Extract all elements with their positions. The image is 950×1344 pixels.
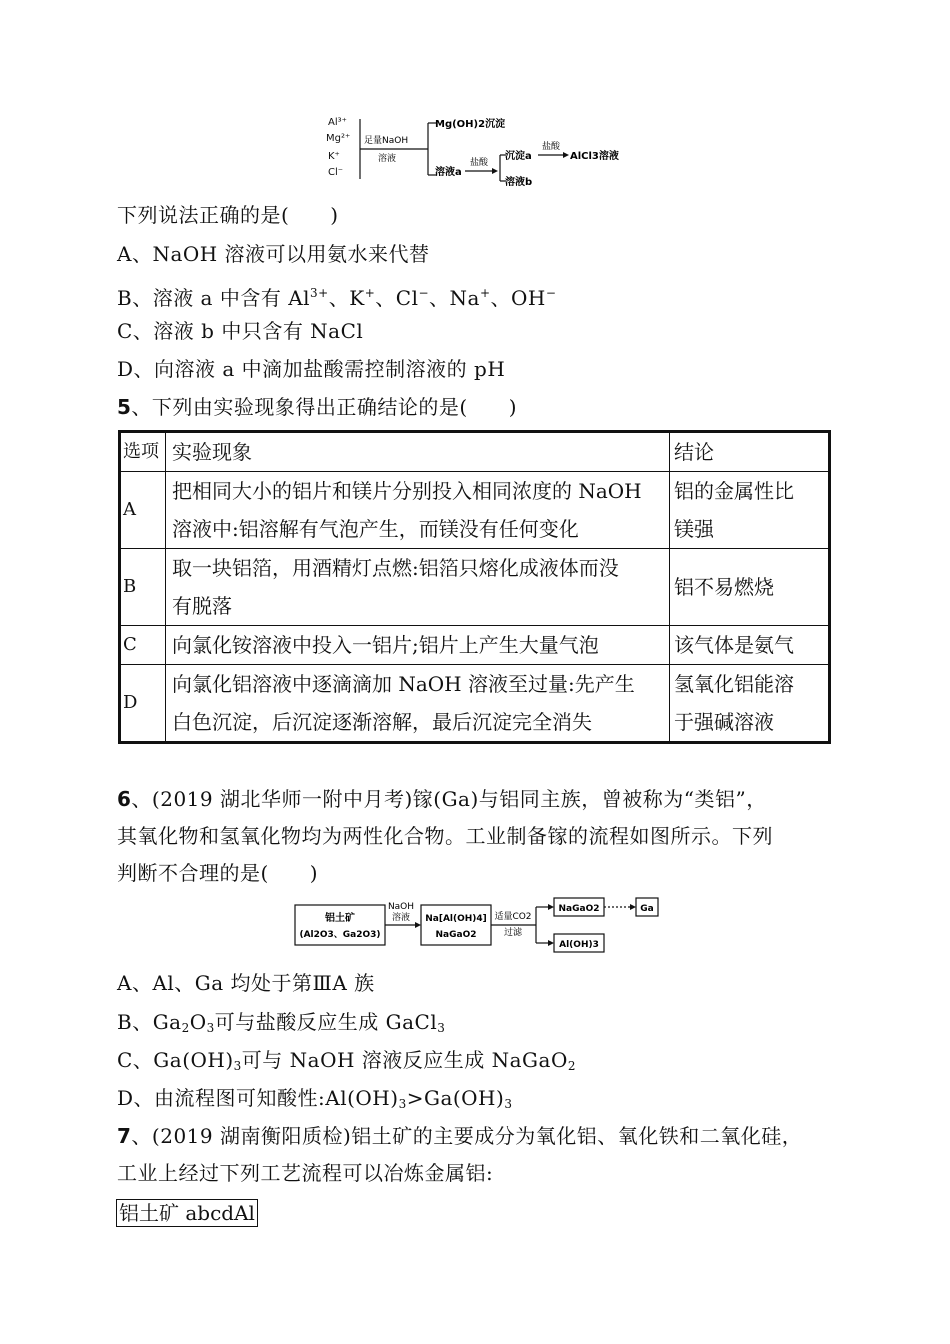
q6-stem-line3: 判断不合理的是( ) [117, 861, 319, 885]
row-phenomenon: 取一块铝箔，用酒精灯点燃:铝箔只熔化成液体而没 有脱落 [166, 549, 670, 626]
header-option: 选项 [120, 432, 166, 472]
box3: NaGaO2 [558, 904, 600, 914]
q4-prompt: 下列说法正确的是( ) [117, 203, 339, 227]
row-conclusion: 该气体是氨气 [670, 626, 830, 665]
acid2-label: 盐酸 [542, 142, 561, 152]
arrow1-bottom: 溶液 [391, 913, 411, 923]
row-option: C [120, 626, 166, 665]
arrow1-top: NaOH [387, 902, 415, 912]
branch-top: Mg(OH)2沉淀 [435, 119, 506, 130]
reagent-top: 足量NaOH [364, 136, 409, 146]
row-phenomenon: 把相同大小的铝片和镁片分别投入相同浓度的 NaOH 溶液中:铝溶解有气泡产生，而镁没有任何变化 [166, 472, 670, 549]
arrow2-bottom: 过滤 [503, 928, 523, 938]
q7-flow-box: 铝土矿 abcdAl [116, 1199, 258, 1227]
table-row[interactable] [120, 472, 830, 549]
branch-bottom: 溶液a [435, 167, 462, 178]
q6-option-d[interactable]: D、由流程图可知酸性$:Al(OH)_3>Ga(OH)_3$ [117, 1086, 513, 1111]
box4: Ga [640, 904, 654, 914]
q4-option-d[interactable]: D、向溶液 a 中滴加盐酸需控制溶液的 pH [117, 357, 506, 381]
q4-option-c[interactable]: C、溶液 b 中只含有 NaCl [117, 319, 364, 343]
table-header-row [120, 432, 830, 472]
q4-option-a[interactable]: A、NaOH 溶液可以用氨水来代替 [117, 242, 430, 266]
reagent-bottom: 溶液 [378, 154, 397, 164]
q5-table [118, 430, 831, 744]
box1-line2: (Al2O3、Ga2O3) [299, 930, 381, 940]
row-conclusion: 铝的金属性比 镁强 [670, 472, 830, 549]
q6-stem-line2: 其氧化物和氢氧化物均为两性化合物。工业制备镓的流程如图所示。下列 [117, 824, 773, 848]
q4-option-b[interactable]: B、溶液 a 中含有 $Al^{3+}$、K+、Cl−、Na+、OH− [117, 286, 557, 310]
q6-option-a[interactable]: A、Al、Ga 均处于第ⅢA 族 [117, 971, 375, 995]
table-row[interactable] [120, 626, 830, 665]
q6-option-b[interactable]: B、$Ga_2O_3$可与盐酸反应生成 GaCl$_3$ [117, 1010, 446, 1035]
precipitate-a: 沉淀a [505, 151, 532, 162]
box2-line1: Na[Al(OH)4] [425, 914, 487, 924]
table-row[interactable] [120, 665, 830, 743]
ion-cl: Cl⁻ [328, 167, 344, 178]
ion-al: Al³⁺ [328, 117, 347, 128]
header-conclusion: 结论 [670, 432, 830, 472]
box2-line2: NaGaO2 [435, 930, 477, 940]
q6-option-c[interactable]: C、$Ga(OH)_3$可与 NaOH 溶液反应生成 NaGaO$_2$ [117, 1048, 576, 1073]
header-phenomenon: 实验现象 [166, 432, 670, 472]
box5: Al(OH)3 [559, 940, 599, 950]
row-phenomenon: 向氯化铝溶液中逐滴滴加 NaOH 溶液至过量:先产生 白色沉淀，后沉淀逐渐溶解，最后沉淀完全消失 [166, 665, 670, 743]
arrow2-top: 适量CO2 [494, 912, 532, 922]
product-label: AlCl3溶液 [570, 151, 619, 162]
q7-stem-line1: 7、(2019 湖南衡阳质检)铝土矿的主要成分为氧化铝、氧化铁和二氧化硅， [117, 1124, 803, 1148]
flow-diagram-1 [320, 113, 640, 193]
ion-mg: Mg²⁺ [326, 133, 351, 144]
ion-k: K⁺ [328, 151, 340, 162]
row-conclusion: 铝不易燃烧 [670, 549, 830, 626]
row-option: A [120, 472, 166, 549]
acid-label: 盐酸 [470, 158, 489, 168]
row-option: B [120, 549, 166, 626]
q5-stem: 5、下列由实验现象得出正确结论的是( ) [117, 395, 518, 419]
q6-stem-line1: 6、(2019 湖北华师一附中月考)镓(Ga)与铝同主族，曾被称为“类铝”， [117, 787, 767, 811]
table-row[interactable] [120, 549, 830, 626]
flow-diagram-2 [290, 895, 670, 955]
q7-stem-line2: 工业上经过下列工艺流程可以冶炼金属铝: [117, 1161, 494, 1185]
solution-b: 溶液b [505, 177, 533, 188]
row-option: D [120, 665, 166, 743]
box1-line1: 铝土矿 [325, 913, 355, 924]
row-phenomenon: 向氯化铵溶液中投入一铝片;铝片上产生大量气泡 [166, 626, 670, 665]
row-conclusion: 氢氧化铝能溶 于强碱溶液 [670, 665, 830, 743]
